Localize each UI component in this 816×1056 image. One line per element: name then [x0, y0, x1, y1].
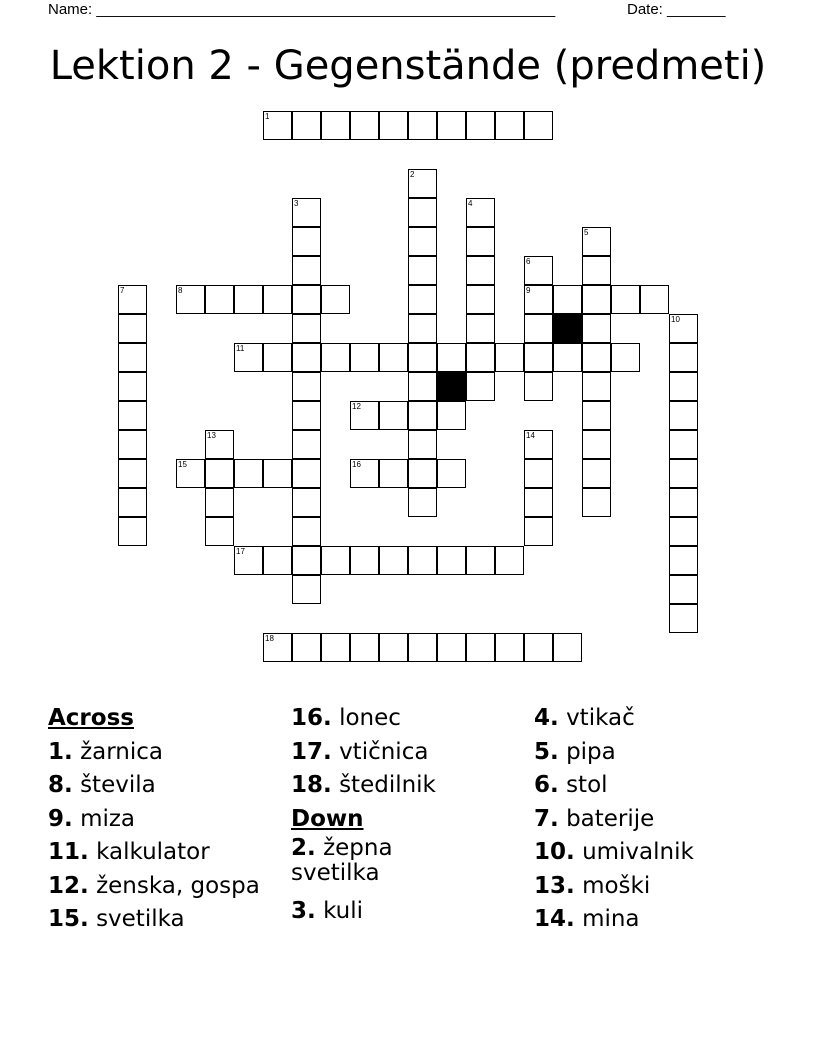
clue-across-12: 12. ženska, gospa: [48, 872, 260, 899]
grid-cell[interactable]: [437, 111, 466, 140]
grid-cell[interactable]: [553, 285, 582, 314]
clue-down-4: 4. vtikač: [534, 705, 635, 731]
grid-cell[interactable]: [582, 430, 611, 459]
grid-cell[interactable]: [524, 633, 553, 662]
grid-cell[interactable]: [118, 488, 147, 517]
grid-cell[interactable]: [408, 488, 437, 517]
grid-cell[interactable]: [263, 633, 292, 662]
grid-cell[interactable]: [408, 111, 437, 140]
grid-cell[interactable]: [292, 372, 321, 401]
grid-cell[interactable]: [408, 633, 437, 662]
grid-cell[interactable]: [582, 459, 611, 488]
grid-cell[interactable]: [408, 285, 437, 314]
grid-cell[interactable]: [205, 488, 234, 517]
grid-cell[interactable]: [582, 285, 611, 314]
clue-number: 16: [352, 460, 361, 469]
grid-cell[interactable]: [524, 517, 553, 546]
grid-cell[interactable]: [118, 285, 147, 314]
grid-cell[interactable]: [408, 343, 437, 372]
grid-cell[interactable]: [553, 633, 582, 662]
grid-cell[interactable]: [408, 401, 437, 430]
grid-cell[interactable]: [408, 169, 437, 198]
grid-cell[interactable]: [553, 343, 582, 372]
grid-cell[interactable]: [379, 459, 408, 488]
grid-cell[interactable]: [292, 401, 321, 430]
grid-cell[interactable]: [611, 285, 640, 314]
grid-cell[interactable]: [669, 488, 698, 517]
grid-cell[interactable]: [408, 430, 437, 459]
clue-across-9: 9. miza: [48, 805, 136, 832]
grid-cell[interactable]: [118, 401, 147, 430]
grid-cell[interactable]: [495, 111, 524, 140]
grid-cell[interactable]: [292, 343, 321, 372]
grid-cell[interactable]: [524, 256, 553, 285]
grid-cell[interactable]: [263, 546, 292, 575]
grid-cell[interactable]: [582, 372, 611, 401]
grid-cell[interactable]: [640, 285, 669, 314]
clue-across-15: 15. svetilka: [48, 906, 185, 932]
grid-cell[interactable]: [292, 256, 321, 285]
grid-cell[interactable]: [234, 546, 263, 575]
grid-cell[interactable]: [118, 343, 147, 372]
clue-number: 17: [236, 547, 245, 556]
grid-cell[interactable]: [321, 285, 350, 314]
grid-cell[interactable]: [292, 488, 321, 517]
grid-cell[interactable]: [205, 430, 234, 459]
grid-cell[interactable]: [669, 314, 698, 343]
grid-cell[interactable]: [669, 430, 698, 459]
clue-number: 9: [526, 286, 531, 295]
clue-down-5: 5. pipa: [534, 738, 616, 765]
grid-cell[interactable]: [292, 517, 321, 546]
grid-cell[interactable]: [524, 314, 553, 343]
grid-cell[interactable]: [292, 285, 321, 314]
grid-cell[interactable]: [408, 198, 437, 227]
grid-cell[interactable]: [263, 285, 292, 314]
grid-cell[interactable]: [292, 546, 321, 575]
grid-cell[interactable]: [408, 372, 437, 401]
grid-cell[interactable]: [408, 459, 437, 488]
clue-number: 13: [207, 431, 216, 440]
grid-cell[interactable]: [669, 604, 698, 633]
grid-cell[interactable]: [350, 111, 379, 140]
grid-cell[interactable]: [350, 401, 379, 430]
grid-cell[interactable]: [437, 546, 466, 575]
grid-cell[interactable]: [466, 227, 495, 256]
grid-cell[interactable]: [408, 314, 437, 343]
grid-cell[interactable]: [582, 343, 611, 372]
grid-cell[interactable]: [321, 111, 350, 140]
clue-number: 12: [352, 402, 361, 411]
grid-cell[interactable]: [466, 343, 495, 372]
grid-cell[interactable]: [524, 285, 553, 314]
clue-column-2: [291, 702, 531, 928]
grid-cell[interactable]: [234, 459, 263, 488]
grid-cell[interactable]: [408, 256, 437, 285]
grid-cell[interactable]: [118, 517, 147, 546]
clue-number: 15: [178, 460, 187, 469]
clue-across-16: 16. lonec: [291, 705, 401, 731]
grid-cell[interactable]: [292, 633, 321, 662]
clue-column-1: [48, 702, 288, 937]
grid-cell[interactable]: [292, 430, 321, 459]
black-square: [437, 372, 466, 401]
date-line: Date: _______: [627, 1, 726, 18]
clue-down-3: 3. kuli: [291, 897, 364, 924]
grid-cell[interactable]: [408, 227, 437, 256]
grid-cell[interactable]: [611, 343, 640, 372]
clue-number: 14: [526, 431, 535, 440]
clue-across-18: 18. štedilnik: [291, 772, 436, 798]
grid-cell[interactable]: [176, 459, 205, 488]
clue-number: 10: [671, 315, 680, 324]
grid-cell[interactable]: [292, 198, 321, 227]
clue-down-14: 14. mina: [534, 906, 640, 932]
grid-cell[interactable]: [292, 575, 321, 604]
grid-cell[interactable]: [669, 546, 698, 575]
clue-column-3: [534, 702, 774, 937]
clue-number: 7: [120, 286, 125, 295]
clue-across-17: 17. vtičnica: [291, 738, 429, 765]
grid-cell[interactable]: [118, 459, 147, 488]
clue-number: 11: [236, 344, 245, 353]
grid-cell[interactable]: [524, 372, 553, 401]
grid-cell[interactable]: [292, 459, 321, 488]
grid-cell[interactable]: [524, 430, 553, 459]
grid-cell[interactable]: [263, 343, 292, 372]
grid-cell[interactable]: [321, 633, 350, 662]
grid-cell[interactable]: [524, 459, 553, 488]
name-line: Name: _______________________________________________________: [48, 1, 556, 18]
grid-cell[interactable]: [466, 198, 495, 227]
grid-cell[interactable]: [495, 546, 524, 575]
grid-cell[interactable]: [495, 343, 524, 372]
grid-cell[interactable]: [379, 401, 408, 430]
grid-cell[interactable]: [524, 111, 553, 140]
grid-cell[interactable]: [350, 459, 379, 488]
grid-cell[interactable]: [582, 227, 611, 256]
clue-down-10: 10. umivalnik: [534, 839, 694, 865]
clue-number: 8: [178, 286, 183, 295]
clue-number: 2: [410, 170, 415, 179]
grid-cell[interactable]: [263, 111, 292, 140]
grid-cell[interactable]: [205, 517, 234, 546]
grid-cell[interactable]: [437, 459, 466, 488]
clue-number: 18: [265, 634, 274, 643]
clue-number: 5: [584, 228, 589, 237]
grid-cell[interactable]: [350, 546, 379, 575]
grid-cell[interactable]: [118, 314, 147, 343]
clue-down-2: 2. žepna svetilka: [291, 835, 393, 886]
grid-cell[interactable]: [118, 372, 147, 401]
grid-cell[interactable]: [466, 111, 495, 140]
clue-across-11: 11. kalkulator: [48, 839, 210, 865]
grid-cell[interactable]: [524, 343, 553, 372]
grid-cell[interactable]: [292, 111, 321, 140]
grid-cell[interactable]: [437, 343, 466, 372]
grid-cell[interactable]: [524, 488, 553, 517]
grid-cell[interactable]: [582, 488, 611, 517]
grid-cell[interactable]: [292, 314, 321, 343]
grid-cell[interactable]: [263, 459, 292, 488]
grid-cell[interactable]: [292, 227, 321, 256]
grid-cell[interactable]: [205, 459, 234, 488]
clue-number: 6: [526, 257, 531, 266]
grid-cell[interactable]: [466, 372, 495, 401]
black-square: [553, 314, 582, 343]
grid-cell[interactable]: [408, 546, 437, 575]
grid-cell[interactable]: [437, 633, 466, 662]
grid-cell[interactable]: [466, 314, 495, 343]
clue-down-7: 7. baterije: [534, 805, 655, 832]
grid-cell[interactable]: [321, 546, 350, 575]
grid-cell[interactable]: [234, 343, 263, 372]
grid-cell[interactable]: [582, 401, 611, 430]
grid-cell[interactable]: [234, 285, 263, 314]
grid-cell[interactable]: [495, 633, 524, 662]
grid-cell[interactable]: [466, 546, 495, 575]
grid-cell[interactable]: [669, 517, 698, 546]
grid-cell[interactable]: [582, 256, 611, 285]
grid-cell[interactable]: [321, 343, 350, 372]
grid-cell[interactable]: [669, 575, 698, 604]
grid-cell[interactable]: [466, 256, 495, 285]
grid-cell[interactable]: [205, 285, 234, 314]
grid-cell[interactable]: [582, 314, 611, 343]
grid-cell[interactable]: [437, 401, 466, 430]
clue-across-8: 8. števila: [48, 772, 156, 798]
grid-cell[interactable]: [379, 343, 408, 372]
grid-cell[interactable]: [379, 546, 408, 575]
grid-cell[interactable]: [176, 285, 205, 314]
grid-cell[interactable]: [118, 430, 147, 459]
page-title: Lektion 2 - Gegenstände (predmeti): [49, 43, 767, 89]
across-heading: Across: [48, 705, 134, 731]
grid-cell[interactable]: [379, 111, 408, 140]
clue-down-6: 6. stol: [534, 772, 608, 798]
grid-cell[interactable]: [350, 343, 379, 372]
grid-cell[interactable]: [466, 633, 495, 662]
clue-down-13: 13. moški: [534, 872, 651, 899]
clue-number: 4: [468, 199, 473, 208]
grid-cell[interactable]: [350, 633, 379, 662]
clue-number: 1: [265, 112, 270, 121]
grid-cell[interactable]: [669, 343, 698, 372]
grid-cell[interactable]: [669, 401, 698, 430]
clue-across-1: 1. žarnica: [48, 738, 163, 765]
grid-cell[interactable]: [669, 459, 698, 488]
grid-cell[interactable]: [669, 372, 698, 401]
grid-cell[interactable]: [379, 633, 408, 662]
down-heading: Down: [291, 805, 364, 832]
grid-cell[interactable]: [466, 285, 495, 314]
clue-number: 3: [294, 199, 299, 208]
